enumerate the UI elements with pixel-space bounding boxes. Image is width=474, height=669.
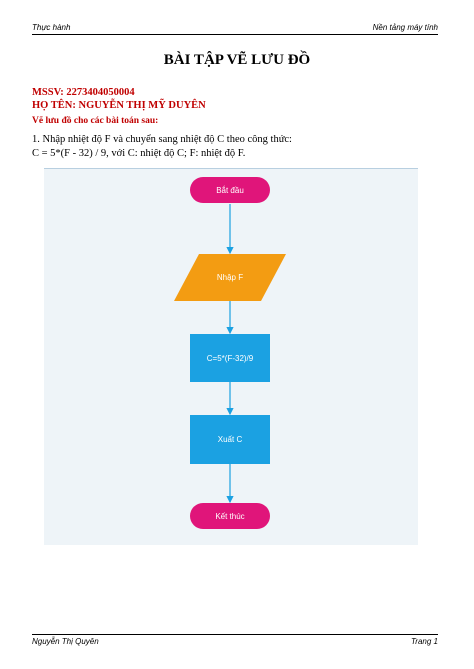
header-left: Thực hành: [32, 23, 71, 32]
flowchart-canvas: [44, 168, 418, 545]
end-label: Kết thúc: [215, 512, 245, 521]
process-label: C=5*(F-32)/9: [206, 354, 254, 363]
footer-divider: [32, 634, 438, 635]
student-name: HỌ TÊN: NGUYỄN THỊ MỸ DUYÊN: [32, 100, 206, 111]
start-label: Bắt đầu: [216, 186, 244, 195]
flowchart-svg: [44, 169, 418, 545]
student-id: MSSV: 2273404050004: [32, 87, 135, 98]
page-title: BÀI TẬP VẼ LƯU ĐỒ: [163, 52, 311, 68]
output-label: Xuất C: [217, 435, 243, 444]
input-label: Nhập F: [216, 273, 244, 282]
footer-left: Nguyễn Thị Quyên: [32, 637, 99, 646]
header-right: Nền tảng máy tính: [372, 23, 438, 32]
footer-right: Trang 1: [411, 637, 438, 646]
question-line-1: 1. Nhập nhiệt độ F và chuyển sang nhiệt độ C theo công thức:: [32, 134, 292, 145]
header-divider: [32, 34, 438, 35]
task-instruction: Vẽ lưu đồ cho các bài toán sau:: [32, 116, 159, 126]
question-line-2: C = 5*(F - 32) / 9, với C: nhiệt độ C; F: nhiệt độ F.: [32, 148, 246, 159]
